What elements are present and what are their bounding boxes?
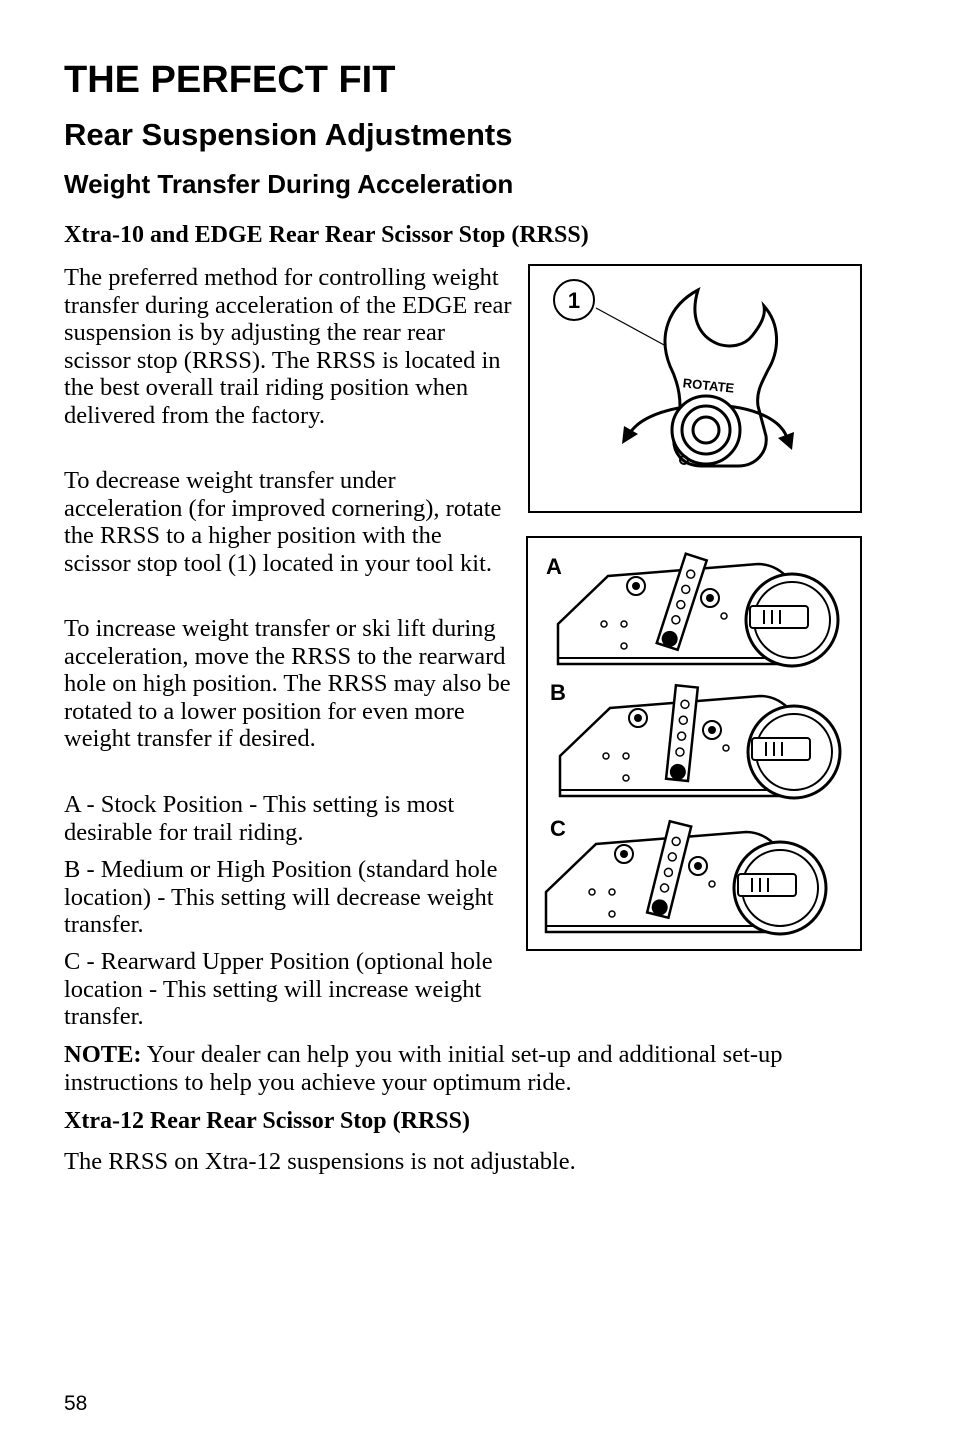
rotate-arrow-left-icon bbox=[622, 426, 638, 444]
item-a-stock-position: A - Stock Position - This setting is most desirable for trail riding. bbox=[64, 791, 455, 846]
position-c-label: C bbox=[550, 816, 566, 841]
scissor-stop-tool-illustration bbox=[530, 266, 860, 511]
position-a-label: A bbox=[546, 554, 562, 579]
xtra12-heading: Xtra-12 Rear Rear Scissor Stop (RRSS) bbox=[64, 1108, 470, 1134]
callout-number: 1 bbox=[567, 288, 581, 313]
item-c-rearward-position: C - Rearward Upper Position (optional hole location - This setting will increase weight transfer. bbox=[64, 948, 493, 1031]
xtra10-heading: Xtra-10 and EDGE Rear Rear Scissor Stop (RRSS) bbox=[64, 222, 589, 248]
paragraph-preferred-method: The preferred method for controlling weight transfer during acceleration of the EDGE rear suspension is by adjusting the rear rear scissor stop (RRSS). The RRSS is located in the best overall trail riding position when delivered from the factory. bbox=[64, 264, 512, 429]
rrss-positions-figure bbox=[526, 536, 862, 951]
note-paragraph bbox=[64, 1041, 884, 1096]
subsection-heading: Weight Transfer During Acceleration bbox=[64, 169, 514, 199]
item-b-medium-position: B - Medium or High Position (standard hole location) - This setting will decrease weight transfer. bbox=[64, 856, 498, 939]
page-number: 58 bbox=[64, 1392, 88, 1415]
position-b-diagram bbox=[560, 685, 840, 798]
callout-leader-line bbox=[596, 308, 666, 346]
note-text: Your dealer can help you with initial set-up and additional set-up instructions to help you achieve your optimum ride. bbox=[64, 1041, 783, 1096]
position-b-label: B bbox=[550, 680, 566, 705]
position-a-diagram bbox=[558, 554, 838, 666]
section-heading: Rear Suspension Adjustments bbox=[64, 117, 513, 152]
position-c-diagram bbox=[546, 821, 826, 934]
wrench-engraving: ROTATE bbox=[682, 375, 735, 396]
rrss-positions-illustration bbox=[528, 538, 860, 949]
paragraph-increase-transfer: To increase weight transfer or ski lift during acceleration, move the RRSS to the rearward hole on high position. The RRSS may also be rotated to a lower position for even more weight transfer if desired. bbox=[64, 615, 511, 753]
paragraph-decrease-transfer: To decrease weight transfer under acceleration (for improved cornering), rotate the RRSS to a higher position with the scissor stop tool (1) located in your tool kit. bbox=[64, 467, 502, 577]
xtra12-paragraph: The RRSS on Xtra-12 suspensions is not adjustable. bbox=[64, 1148, 576, 1175]
page-title: THE PERFECT FIT bbox=[64, 59, 396, 101]
scissor-stop-tool-figure bbox=[528, 264, 862, 513]
note-label: NOTE: bbox=[64, 1041, 142, 1068]
